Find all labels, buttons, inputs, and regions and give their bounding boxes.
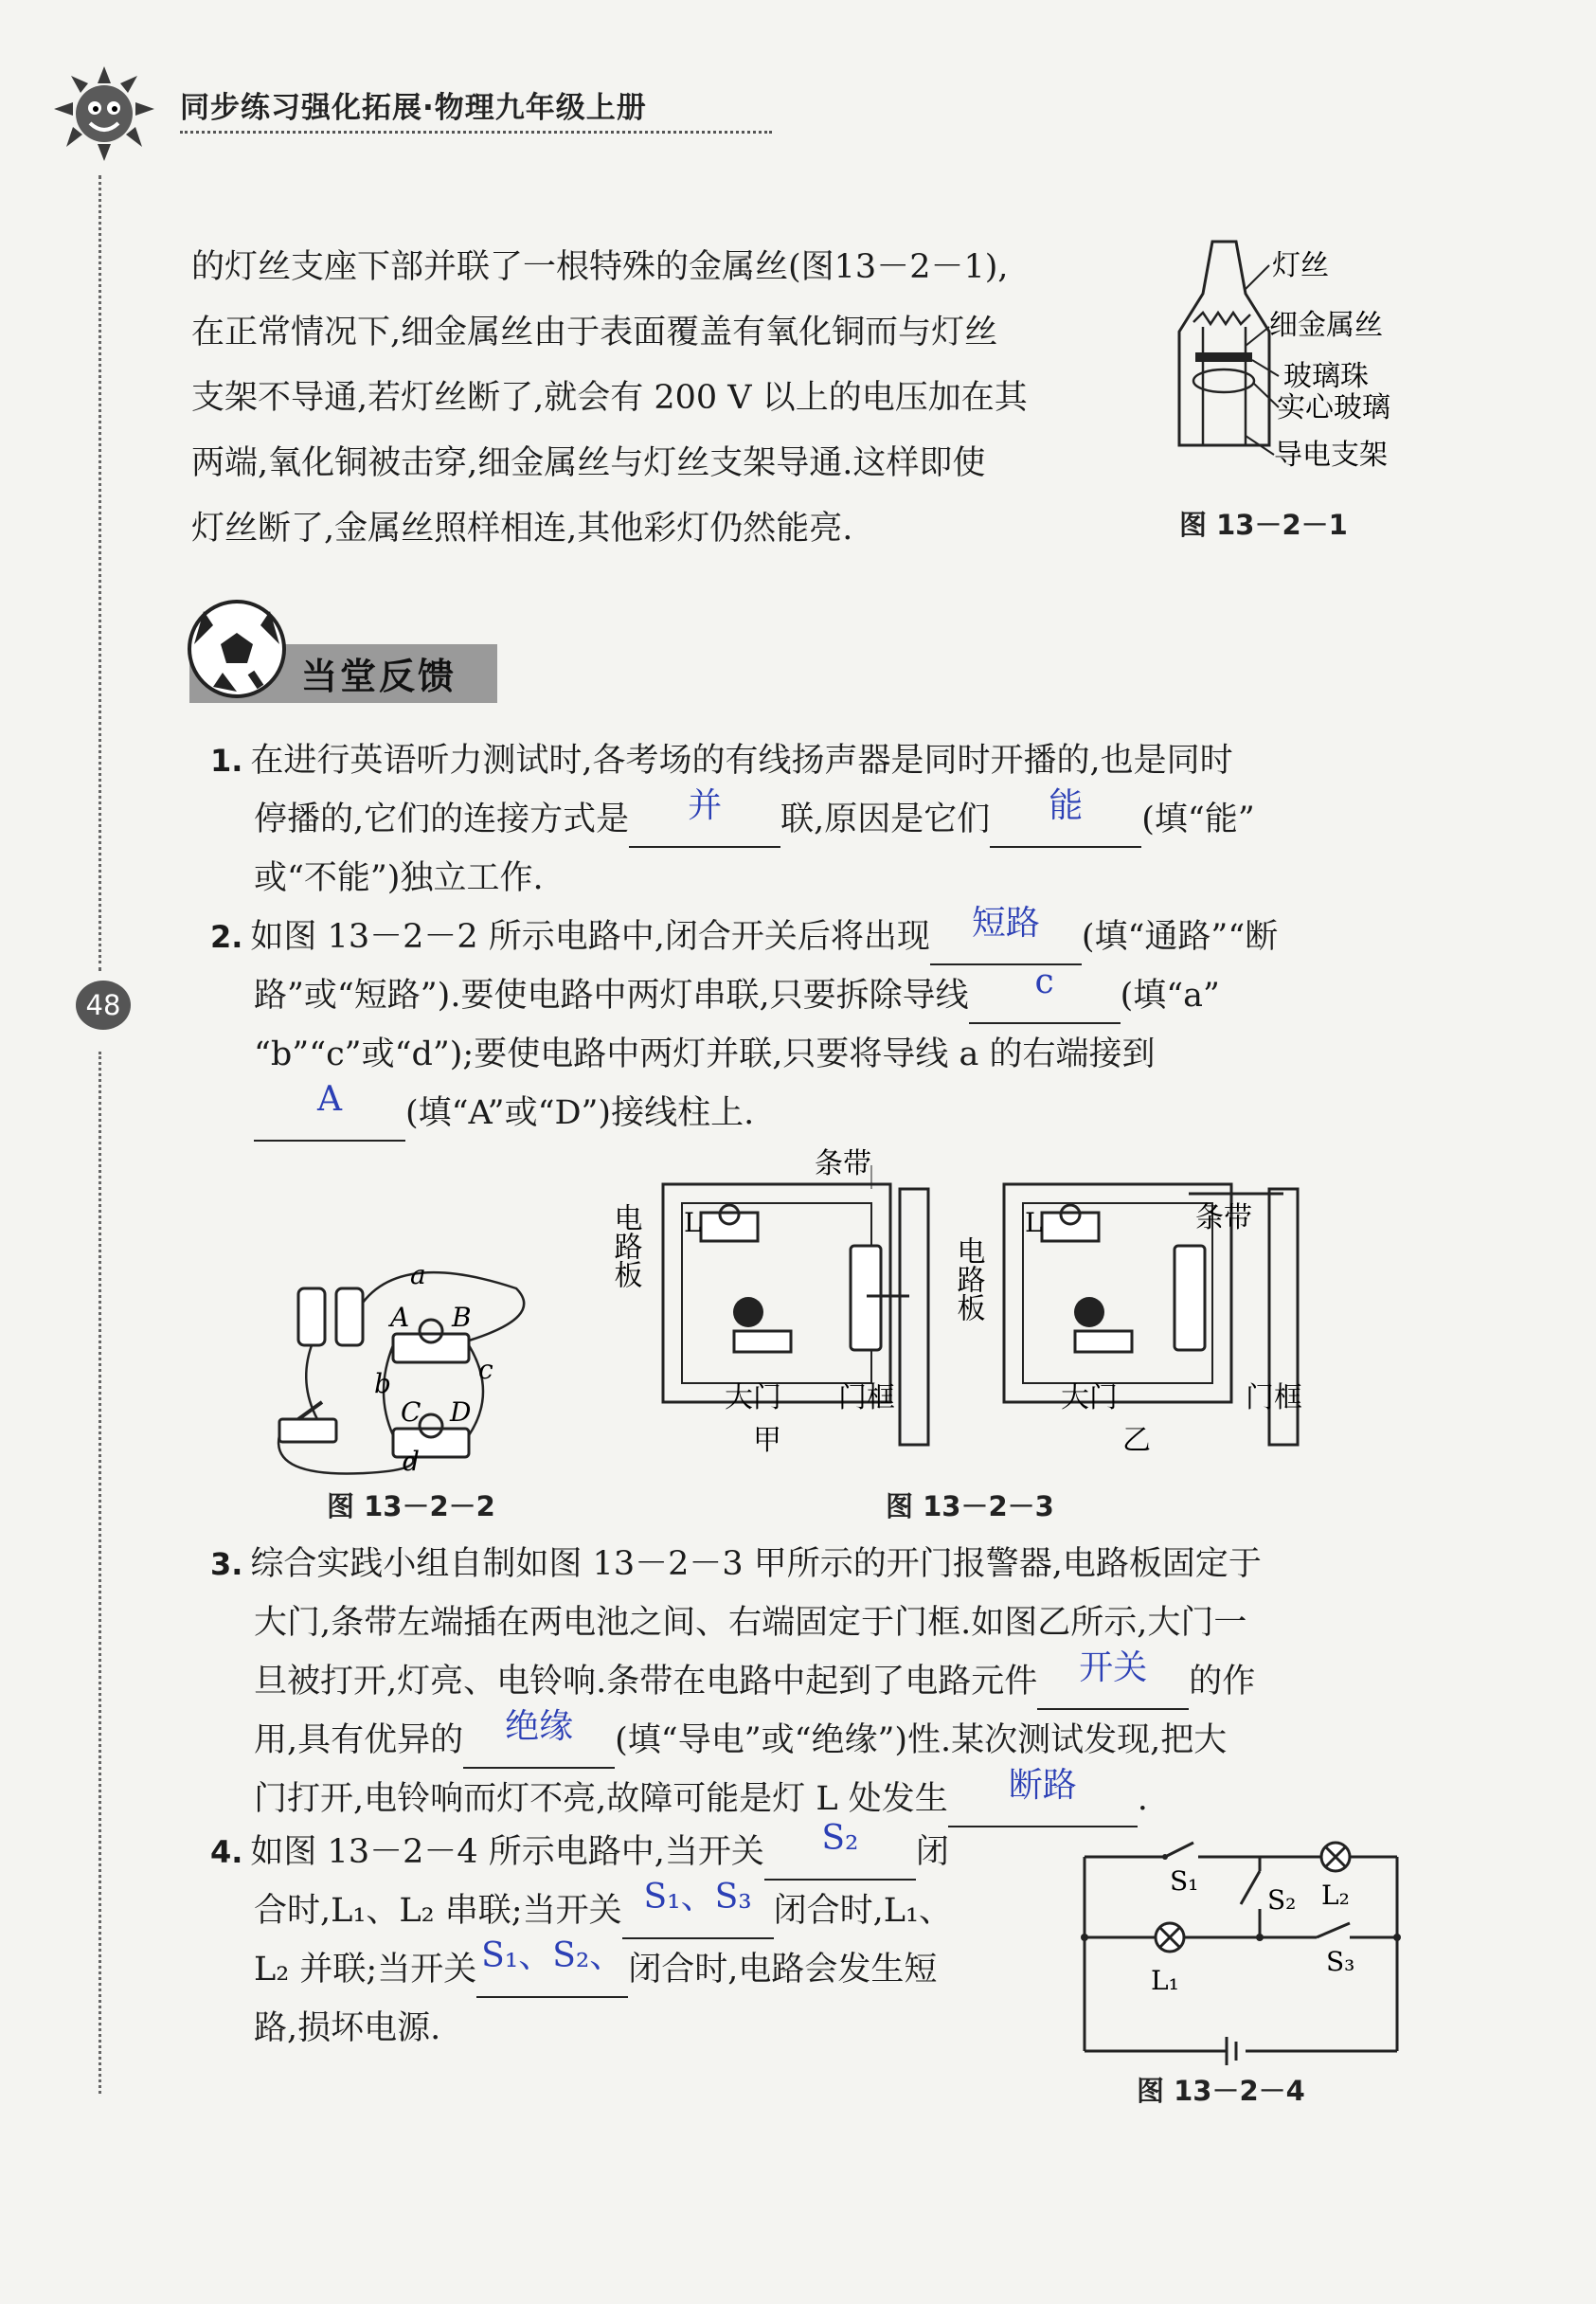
fig3-tag-yi: 乙 [1122,1424,1151,1457]
intro-paragraph [191,235,1139,562]
question-number: 4. [210,1834,243,1870]
question-text: 如图 13－2－2 所示电路中,闭合开关后将出现 [250,918,930,956]
answer-blank[interactable] [629,786,780,848]
answer-blank[interactable] [764,1819,916,1881]
handwritten-answer: 能 [1049,786,1084,825]
handwritten-answer: c [1034,963,1054,1001]
question-text: 联,原因是它们 [780,801,991,838]
intro-line: 灯丝断了,金属丝照样相连,其他彩灯仍然能亮. [191,510,853,548]
question-text: 路”或“短路”).要使电路中两灯串联,只要拆除导线 [254,977,969,1015]
question-text: (填“a” [1120,977,1220,1015]
figure-13-2-2-circuit [270,1251,583,1478]
fig3-door-label-left: 大门 [725,1381,781,1414]
fig1-label-glass-bead: 玻璃珠 [1283,360,1369,393]
answer-blank[interactable] [1037,1648,1189,1710]
question-text: (填“导电”或“绝缘”)性.某次测试发现,把大 [615,1721,1228,1759]
fig3-tag-jia: 甲 [753,1424,781,1457]
fig4-label-S1: S₁ [1170,1865,1199,1897]
question-text: 旦被打开,灯亮、电铃响.条带在电路中起到了电路元件 [254,1663,1038,1701]
answer-blank[interactable] [948,1766,1138,1827]
question-text: 停播的,它们的连接方式是 [254,801,630,838]
figure-13-2-1-caption: 图 13－2－1 [1179,509,1348,541]
answer-blank[interactable] [990,786,1141,848]
fig2-wire-a: a [410,1259,426,1290]
question-text: 综合实践小组自制如图 13－2－3 甲所示的开门报警器,电路板固定于 [250,1545,1262,1583]
fig2-terminal-C: C [401,1396,421,1428]
question-number: 3. [210,1546,243,1582]
question-text: 闭合时,L₁、 [773,1892,952,1930]
question-2 [210,904,1427,1143]
fig3-strip-label-left: 条带 [815,1147,871,1180]
question-text: . [1137,1780,1148,1818]
intro-line: 在正常情况下,细金属丝由于表面覆盖有氧化铜而与灯丝 [191,314,998,351]
question-text: (填“通路”“断 [1081,918,1279,956]
section-title: 当堂反馈 [301,656,457,697]
fig2-wire-c: c [478,1354,493,1385]
figure-13-2-3-caption: 图 13－2－3 [886,1490,1054,1522]
figure-13-2-4-circuit [1080,1838,1402,2056]
answer-blank[interactable] [254,1080,405,1142]
fig3-lamp-label-left: L [684,1207,702,1238]
answer-blank[interactable] [930,904,1082,965]
handwritten-answer: A [317,1080,342,1119]
fig3-board-label-left: 电路板 [608,1203,642,1288]
fig4-label-L1: L₁ [1151,1965,1179,1996]
fig3-frame-label-right: 门框 [1246,1381,1302,1414]
intro-line: 两端,氧化铜被击穿,细金属丝与灯丝支架导通.这样即使 [191,444,986,482]
running-header: 同步练习强化拓展·物理九年级上册 [180,91,647,125]
fig1-label-solid-glass: 实心玻璃 [1277,391,1390,424]
fig2-terminal-A: A [390,1302,410,1333]
figure-13-2-2-caption: 图 13－2－2 [327,1490,495,1522]
question-text: 路,损坏电源. [254,2009,441,2047]
question-text: 闭 [915,1833,949,1871]
fig1-label-filament: 灯丝 [1272,249,1329,282]
handwritten-answer: 开关 [1079,1648,1148,1687]
fig3-lamp-label-right: L [1025,1207,1043,1238]
question-3 [210,1535,1427,1828]
fig4-label-L2: L₂ [1321,1880,1350,1911]
question-text: 合时,L₁、L₂ 串联;当开关 [254,1892,622,1930]
question-text: L₂ 并联;当开关 [254,1951,477,1989]
fig4-label-S3: S₃ [1326,1946,1355,1977]
question-text: 如图 13－2－4 所示电路中,当开关 [250,1833,764,1871]
page-number: 48 [76,981,131,1030]
question-text: (填“A”或“D”)接线柱上. [405,1094,755,1132]
fig4-label-S2: S₂ [1267,1884,1297,1916]
answer-blank[interactable] [969,963,1121,1024]
fig3-door-label-right: 大门 [1061,1381,1118,1414]
margin-rule-bottom [99,1052,101,2094]
figure-13-2-3-door-alarm [608,1137,1336,1478]
handwritten-answer: S₂ [821,1819,859,1858]
question-text: 的作 [1189,1663,1256,1701]
question-text: 大门,条带左端插在两电池之间、右端固定于门框.如图乙所示,大门一 [254,1604,1247,1642]
mascot-sun-icon [52,66,156,161]
intro-line: 的灯丝支座下部并联了一根特殊的金属丝(图13－2－1), [191,248,1009,286]
fig1-label-support: 导电支架 [1274,439,1388,472]
header-rule [180,131,772,134]
question-text: 门打开,电铃响而灯不亮,故障可能是灯 L 处发生 [254,1780,948,1818]
answer-blank[interactable] [476,1936,628,1998]
fig3-board-label-right: 电路板 [951,1236,985,1322]
figure-13-2-1-bulb [1156,237,1421,483]
question-text: “b”“c”或“d”);要使电路中两灯并联,只要将导线 a 的右端接到 [254,1035,1156,1073]
fig2-wire-b: b [374,1368,391,1399]
fig2-wire-d: d [403,1446,420,1477]
handwritten-answer: 绝缘 [505,1707,574,1746]
margin-rule-top [99,175,101,971]
figure-13-2-4-caption: 图 13－2－4 [1137,2075,1305,2107]
question-number: 2. [210,919,243,955]
fig2-terminal-D: D [450,1396,472,1428]
question-text: 在进行英语听力测试时,各考场的有线扬声器是同时开播的,也是同时 [250,742,1233,780]
question-text: 闭合时,电路会发生短 [628,1951,938,1989]
handwritten-answer: 断路 [1008,1766,1077,1805]
fig2-terminal-B: B [452,1302,472,1333]
answer-blank[interactable] [463,1707,615,1769]
intro-line: 支架不导通,若灯丝断了,就会有 200 V 以上的电压加在其 [191,379,1028,417]
handwritten-answer: 并 [688,786,723,825]
question-1 [210,731,1427,908]
question-text: 或“不能”)独立工作. [254,859,544,897]
question-number: 1. [210,743,243,779]
question-text: (填“能” [1141,801,1255,838]
handwritten-answer: S₁、S₃ [643,1878,752,1917]
fig3-frame-label-left: 门框 [838,1381,895,1414]
answer-blank[interactable] [622,1878,774,1939]
fig1-label-thin-wire: 细金属丝 [1269,309,1383,342]
question-text: 用,具有优异的 [254,1721,464,1759]
football-icon [185,597,289,701]
handwritten-answer: 短路 [971,904,1040,943]
fig3-strip-label-right: 条带 [1195,1201,1252,1234]
handwritten-answer: S₁、S₂、 [481,1936,624,1975]
